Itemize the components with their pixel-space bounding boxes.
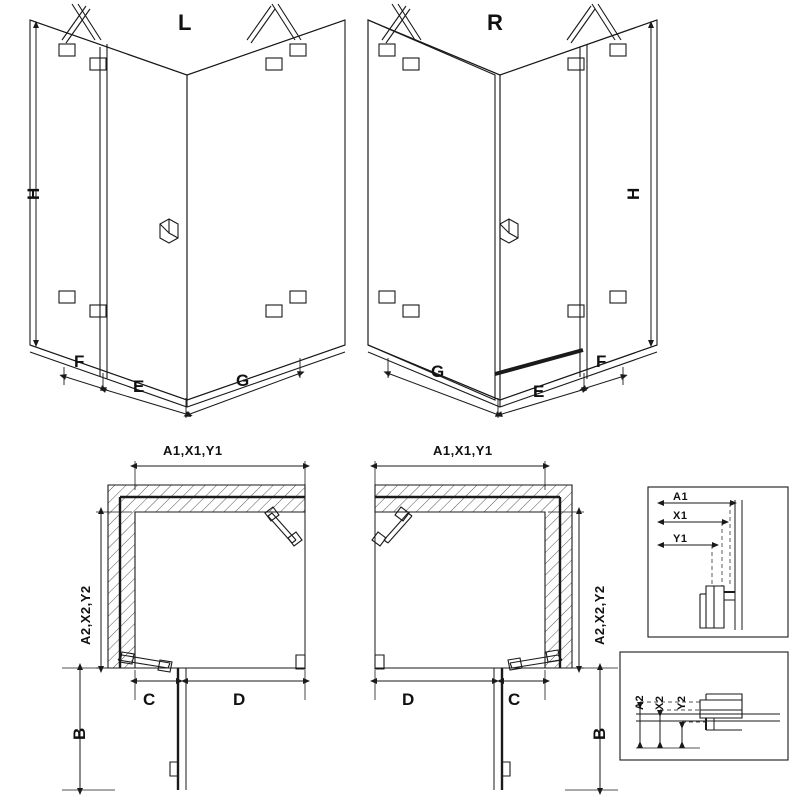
iso-right-label-e: E — [533, 382, 545, 401]
plan-left-top-dim: A1,X1,Y1 — [163, 443, 223, 458]
plan-left-side-dim: A2,X2,Y2 — [78, 585, 93, 645]
detail-view-top — [648, 487, 788, 637]
plan-right-label-d: D — [402, 690, 415, 709]
plan-view-left — [62, 461, 305, 790]
detail-bottom-label-a2: A2 — [634, 694, 646, 710]
plan-right-label-b: B — [590, 727, 609, 740]
plan-left-label-b: B — [70, 727, 89, 740]
plan-right-side-dim: A2,X2,Y2 — [592, 585, 607, 645]
iso-right-label-f: F — [596, 352, 607, 371]
height-label-right: H — [624, 187, 643, 200]
detail-bottom-label-x2: X2 — [654, 695, 666, 710]
iso-view-right — [368, 4, 657, 418]
iso-left-label-e: E — [133, 377, 145, 396]
plan-left-label-d: D — [233, 690, 246, 709]
detail-top-label-a1: A1 — [673, 491, 689, 503]
detail-bottom-label-y2: Y2 — [676, 695, 688, 710]
detail-top-label-y1: Y1 — [673, 533, 688, 545]
iso-left-label-f: F — [74, 352, 85, 371]
plan-right-label-c: C — [508, 690, 521, 709]
iso-left-label-g: G — [236, 371, 250, 390]
plan-view-right — [372, 461, 618, 790]
iso-right-label-g: G — [431, 362, 445, 381]
variant-label-right: R — [487, 10, 504, 35]
variant-label-left: L — [178, 10, 192, 35]
detail-top-label-x1: X1 — [673, 510, 688, 522]
height-label-left: H — [24, 187, 43, 200]
plan-left-label-c: C — [143, 690, 156, 709]
plan-right-top-dim: A1,X1,Y1 — [433, 443, 493, 458]
